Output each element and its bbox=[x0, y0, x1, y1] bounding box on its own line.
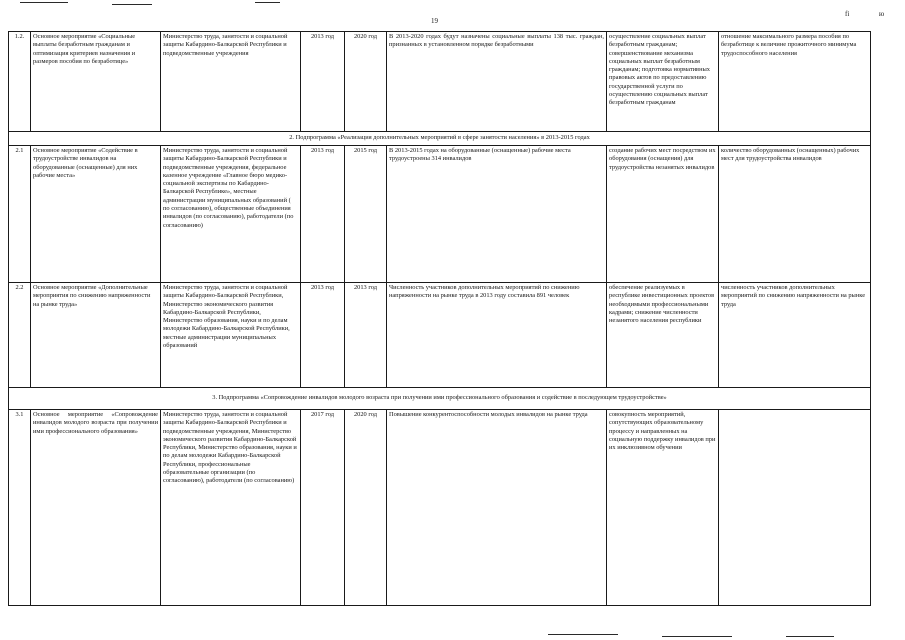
measure-name: Основное мероприятие «Сопровождение инвалидов молодого возраста при получении ими профессионального образования» bbox=[31, 410, 161, 606]
table-row bbox=[9, 283, 871, 388]
executors: Министерство труда, занятости и социальной защиты Кабардино-Балкарской Республики и подведомственные учреждения, федеральное казенное учреждение «Главное бюро медико-социальной экспертизы по Кабардино-Балкарской Республике», местные администрации муниципальных образований ( по согласованию), общественные объединения инвалидов (по согласованию), работодатели (по согласованию) bbox=[161, 146, 301, 283]
main-activities: совокупность мероприятий, сопутствующих образовательному процессу и направленных на социальную поддержку инвалидов при их инклюзивном обучении bbox=[607, 410, 719, 606]
indicators: количество оборудованных (оснащенных) рабочих мест для трудоустройства инвалидов bbox=[719, 146, 871, 283]
row-number: 3.1 bbox=[9, 410, 31, 606]
measure-name: Основное мероприятие «Содействие в трудоустройстве инвалидов на оборудованные (оснащенные) для них рабочие места» bbox=[31, 146, 161, 283]
scan-artifact-top-left bbox=[20, 2, 68, 3]
end-year: 2013 год bbox=[345, 283, 387, 388]
subprogram-title: 2. Подпрограмма «Реализация дополнительных мероприятий в сфере занятости населения» в 2013-2015 годах bbox=[9, 132, 871, 146]
indicators bbox=[719, 410, 871, 606]
main-activities: создание рабочих мест посредством их оборудования (оснащения) для трудоустройства незанятых инвалидов bbox=[607, 146, 719, 283]
subprogram-row bbox=[9, 132, 871, 146]
table-row bbox=[9, 32, 871, 132]
row-number: 2.2 bbox=[9, 283, 31, 388]
subprogram-title: 3. Подпрограмма «Сопровождение инвалидов молодого возраста при получении ими профессионального образования и содействие в последующем трудоустройстве» bbox=[9, 388, 871, 410]
end-year: 2020 год bbox=[345, 410, 387, 606]
start-year: 2013 год bbox=[301, 146, 345, 283]
start-year: 2013 год bbox=[301, 283, 345, 388]
main-activities: обеспечение реализуемых в республике инвестиционных проектов необходимыми профессиональными кадрами; снижение численности незанятого населения республики bbox=[607, 283, 719, 388]
indicators: отношение максимального размера пособия по безработице к величине прожиточного минимума трудоспособного населения bbox=[719, 32, 871, 132]
executors: Министерство труда, занятости и социальной защиты Кабардино-Балкарской Республики и подведомственные учреждения, Министерство экономического развития Кабардино-Балкарской Республики, Министерство образования, науки и по делам молодежи Кабардино-Балкарской Республики, профессиональные образовательные организации (по согласованию), работодатели (по согласованию) bbox=[161, 410, 301, 606]
expected-result: Повышение конкурентоспособности молодых инвалидов на рынке труда bbox=[387, 410, 607, 606]
subprogram-row bbox=[9, 388, 871, 410]
corner-mark-left: fi bbox=[845, 10, 850, 18]
indicators: численность участников дополнительных мероприятий по снижению напряженности на рынке труда bbox=[719, 283, 871, 388]
main-activities: осуществление социальных выплат безработным гражданам; совершенствование механизма социальных выплат безработным гражданам; подготовка нормативных правовых актов по предоставлению государственной услуги по осуществлению социальных выплат безработным гражданам bbox=[607, 32, 719, 132]
end-year: 2015 год bbox=[345, 146, 387, 283]
scan-artifact-bottom-2 bbox=[662, 636, 732, 637]
table-row bbox=[9, 146, 871, 283]
start-year: 2013 год bbox=[301, 32, 345, 132]
page-number: 19 bbox=[431, 17, 438, 25]
end-year: 2020 год bbox=[345, 32, 387, 132]
scan-artifact-bottom-3 bbox=[786, 636, 834, 637]
executors: Министерство труда, занятости и социальной защиты Кабардино-Балкарской Республики, Министерство экономического развития Кабардино-Балкарской Республики, Министерство образования, науки и по делам молодежи Кабардино-Балкарской Республики, местные администрации муниципальных образований bbox=[161, 283, 301, 388]
corner-mark-right: ю bbox=[879, 10, 885, 18]
expected-result: В 2013-2020 годах будут назначены социальные выплаты 138 тыс. граждан, признанных в установленном порядке безработными bbox=[387, 32, 607, 132]
measure-name: Основное мероприятие «Социальные выплаты безработным гражданам и оптимизация критериев назначения и размеров пособия по безработице» bbox=[31, 32, 161, 132]
scan-artifact-bottom-1 bbox=[548, 634, 618, 635]
expected-result: В 2013-2015 годах на оборудованные (оснащенные) рабочие места трудоустроены 314 инвалидов bbox=[387, 146, 607, 283]
row-number: 1.2. bbox=[9, 32, 31, 132]
scan-artifact-top-right bbox=[255, 2, 280, 3]
scan-artifact-top-mid bbox=[112, 4, 152, 5]
measure-name: Основное мероприятие «Дополнительные мероприятия по снижению напряженности на рынке труда» bbox=[31, 283, 161, 388]
executors: Министерство труда, занятости и социальной защиты Кабардино-Балкарской Республики и подведомственные учреждения bbox=[161, 32, 301, 132]
expected-result: Численность участников дополнительных мероприятий по снижению напряженности на рынке труда в 2013 году составила 891 человек bbox=[387, 283, 607, 388]
start-year: 2017 год bbox=[301, 410, 345, 606]
program-measures-table bbox=[8, 31, 871, 606]
table-row bbox=[9, 410, 871, 606]
row-number: 2.1 bbox=[9, 146, 31, 283]
